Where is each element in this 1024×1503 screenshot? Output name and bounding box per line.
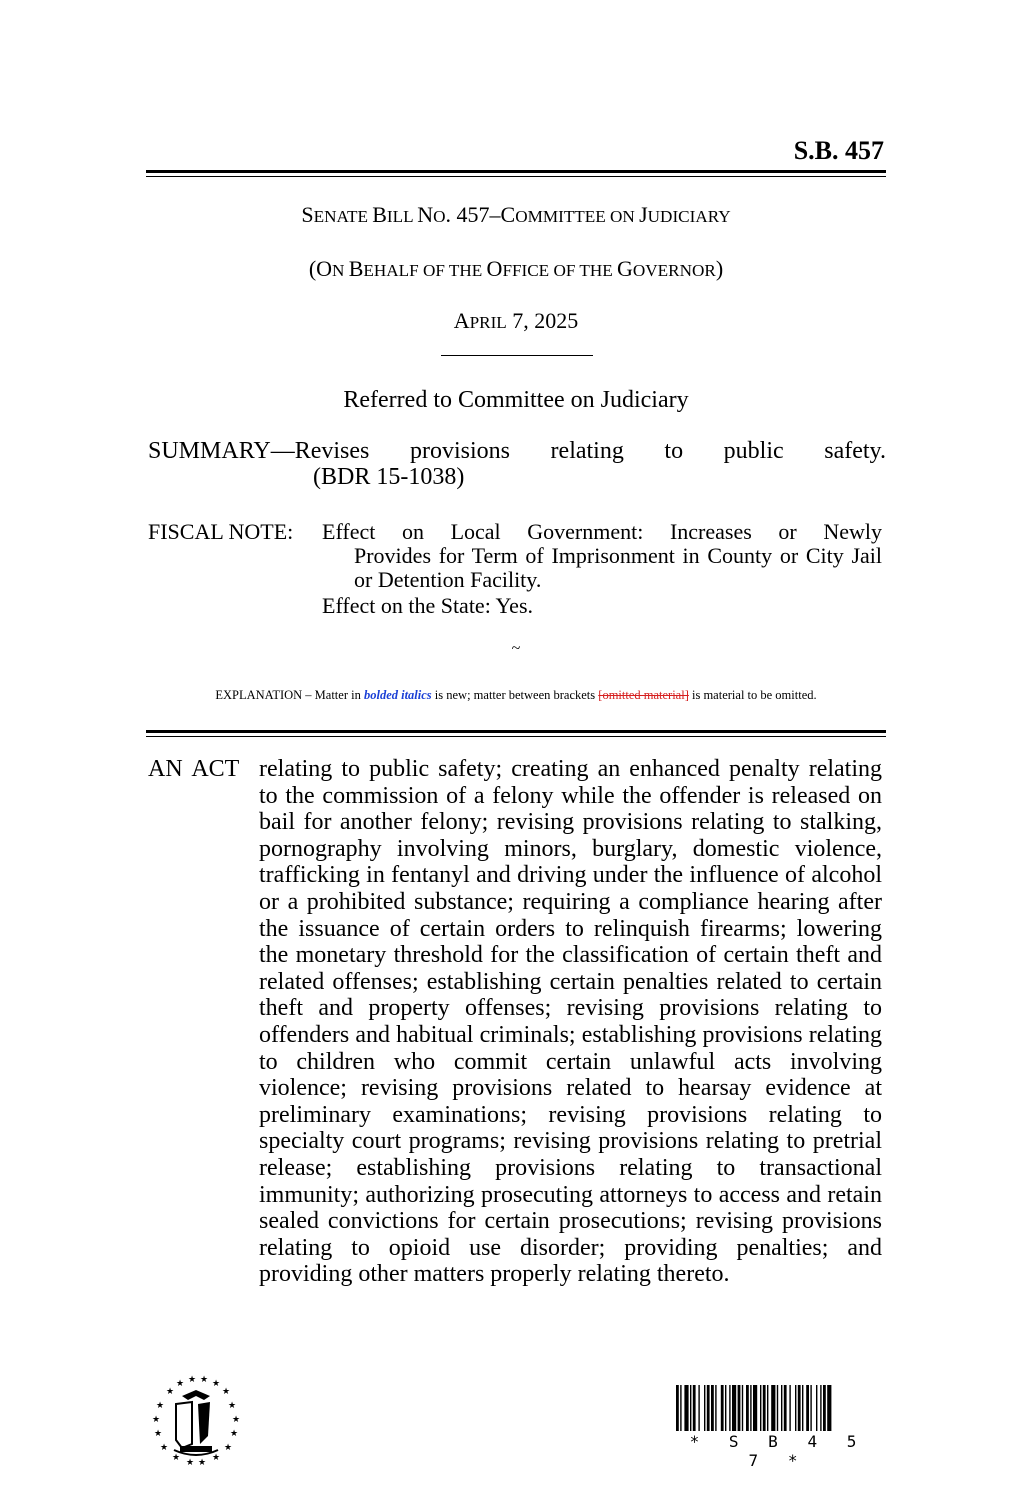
svg-text:★: ★ — [230, 1428, 239, 1438]
summary-text: SUMMARY—Revises provisions relating to public safety. — [148, 438, 886, 464]
senate-bill-line: SENATE BILL NO. 457–COMMITTEE ON JUDICIARY — [301, 202, 731, 227]
short-divider-rule — [441, 355, 593, 356]
act-body: relating to public safety; creating an enhanced penalty relating to the commission of a felony while the offender is released on bail for another felony; revising provisions relating to stalking, pornography involving minors, burglary, domestic violence, trafficking in fentanyl and driving under the influence of alcohol or a prohibited substance; requiring a compliance hearing after the issuance of certain orders to relinquish firearms; lowering the monetary threshold for the classification of certain theft and related offenses; establishing certain penalties related to certain theft and property offenses; revising provisions relating to offenders and habitual criminals; establishing provisions relating to children who commit certain unlawful acts involving violence; revising provisions related to hearsay evidence at preliminary examinations; revising provisions relating to specialty court programs; revising provisions relating to pretrial release; establishing provisions relating to transactional immunity; authorizing prosecuting attorneys to access and retain sealed convictions for certain prosecutions; revising provisions relating to opioid use disorder; providing penalties; and providing other matters properly relating thereto. — [259, 756, 882, 1288]
svg-text:★: ★ — [160, 1442, 169, 1452]
bill-number: S.B. 457 — [793, 136, 884, 165]
summary-bdr: (BDR 15-1038) — [313, 464, 465, 490]
barcode-text: * S B 4 5 7 * — [689, 1432, 867, 1470]
fiscal-effect-local — [322, 520, 882, 592]
fiscal-effect-state: Effect on the State: Yes. — [322, 593, 534, 618]
svg-text:★: ★ — [166, 1386, 175, 1396]
fiscal-note-label: FISCAL NOTE: — [148, 519, 294, 544]
svg-text:★: ★ — [212, 1378, 221, 1388]
explanation-new-sample: bolded italics — [363, 688, 432, 702]
svg-text:★: ★ — [228, 1400, 237, 1410]
svg-text:★: ★ — [222, 1386, 231, 1396]
svg-text:★: ★ — [186, 1457, 195, 1466]
svg-text:★: ★ — [152, 1414, 161, 1424]
explanation-omitted-sample: [omitted material] — [598, 688, 689, 702]
barcode-icon — [676, 1385, 880, 1431]
summary — [148, 438, 886, 490]
explanation-note: EXPLANATION – Matter in bolded italics is new; matter between brackets [omitted material] is material to be omitted. — [215, 688, 817, 702]
svg-text:★: ★ — [154, 1428, 163, 1438]
nevada-legislature-seal-icon — [152, 1374, 240, 1466]
fiscal-local-continuation: Provides for Term of Imprisonment in County or City Jail or Detention Facility. — [354, 543, 882, 592]
section-divider-symbol: ~ — [511, 640, 521, 657]
svg-text:★: ★ — [232, 1414, 240, 1424]
body-double-rule — [146, 730, 886, 737]
svg-text:★: ★ — [198, 1457, 207, 1466]
svg-text:★: ★ — [212, 1452, 221, 1462]
on-behalf-line: (ON BEHALF OF THE OFFICE OF THE GOVERNOR) — [308, 256, 724, 281]
svg-text:★: ★ — [176, 1378, 185, 1388]
introduction-date: APRIL 7, 2025 — [453, 308, 579, 333]
svg-text:★: ★ — [224, 1442, 233, 1452]
svg-text:★: ★ — [200, 1374, 209, 1384]
svg-text:★: ★ — [156, 1400, 165, 1410]
svg-text:★: ★ — [172, 1452, 181, 1462]
act-lead: AN ACT — [148, 756, 240, 782]
svg-text:★: ★ — [188, 1374, 197, 1384]
fiscal-local-first-line: Effect on Local Government: Increases or Newly — [322, 519, 882, 544]
header-double-rule — [146, 170, 886, 177]
referred-line: Referred to Committee on Judiciary — [343, 387, 689, 413]
